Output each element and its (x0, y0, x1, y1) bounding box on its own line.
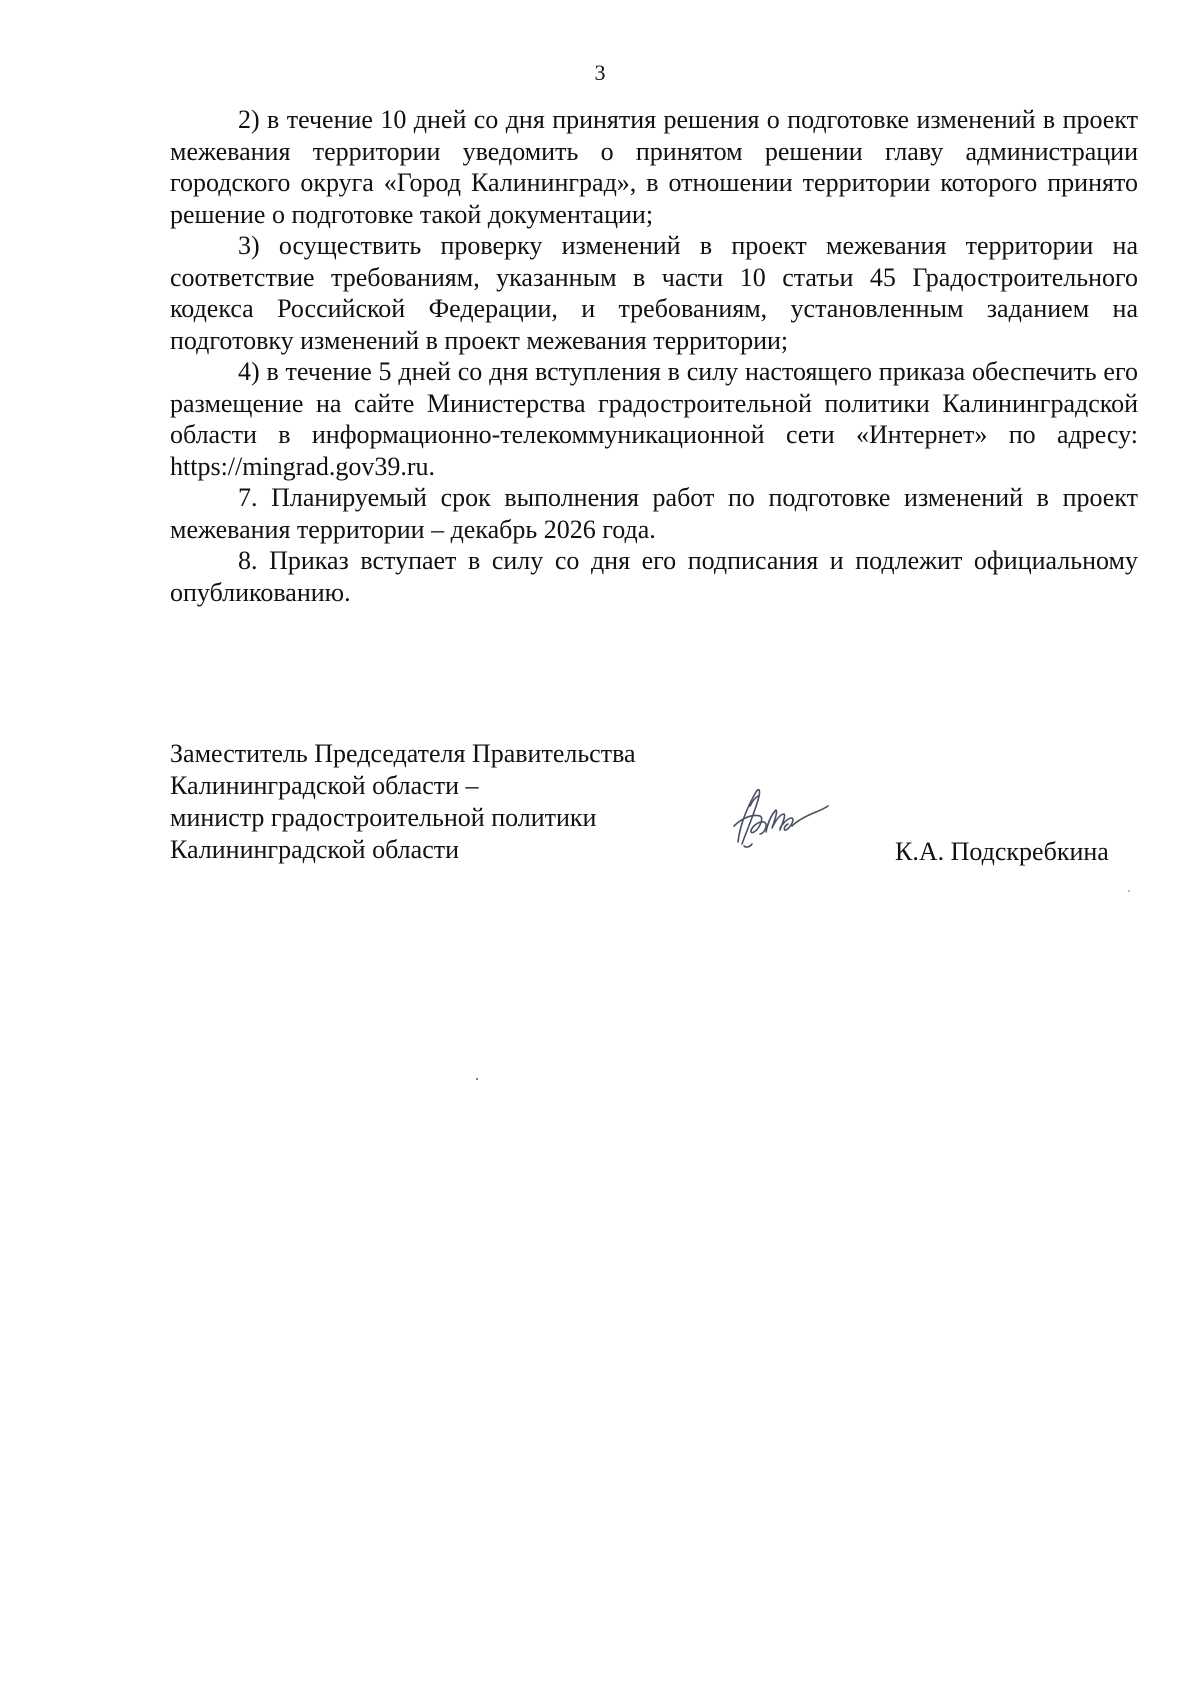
handwritten-signature-icon (720, 776, 830, 856)
paragraph-item-2: 2) в течение 10 дней со дня принятия решения о подготовке изменений в проект межевания территории уведомить о принятом решении главу администрации городского округа «Город Калининград», в отношении территории которого принято решение о подготовке такой документации; (170, 105, 1138, 229)
document-body (170, 104, 1138, 608)
signature-block (170, 738, 1130, 878)
scan-speck (1128, 890, 1130, 892)
signer-position-line: Калининградской области – (170, 771, 479, 800)
signer-name: К.А. Подскребкина (895, 837, 1109, 866)
paragraph-section-7: 7. Планируемый срок выполнения работ по подготовке изменений в проект межевания территории – декабрь 2026 года. (170, 483, 1138, 544)
paragraph-item-3: 3) осуществить проверку изменений в проект межевания территории на соответствие требованиям, указанным в части 10 статьи 45 Градостроительного кодекса Российской Федерации, и требованиям, установленным заданием на подготовку изменений в проект межевания территории; (170, 231, 1138, 355)
signer-position-line: Заместитель Председателя Правительства (170, 739, 636, 768)
paragraph-section-8: 8. Приказ вступает в силу со дня его подписания и подлежит официальному опубликованию. (170, 546, 1138, 607)
signer-position-line: Калининградской области (170, 835, 460, 864)
signer-position-line: министр градостроительной политики (170, 803, 597, 832)
signer-position (170, 738, 730, 866)
paragraph-item-4: 4) в течение 5 дней со дня вступления в силу настоящего приказа обеспечить его размещение на сайте Министерства градостроительной политики Калининградской области в информационно-телекоммуникационной сети «Интернет» по адресу: https://mingrad.gov39.ru. (170, 357, 1138, 481)
scan-speck (476, 1078, 478, 1080)
page-number: 3 (594, 60, 606, 85)
